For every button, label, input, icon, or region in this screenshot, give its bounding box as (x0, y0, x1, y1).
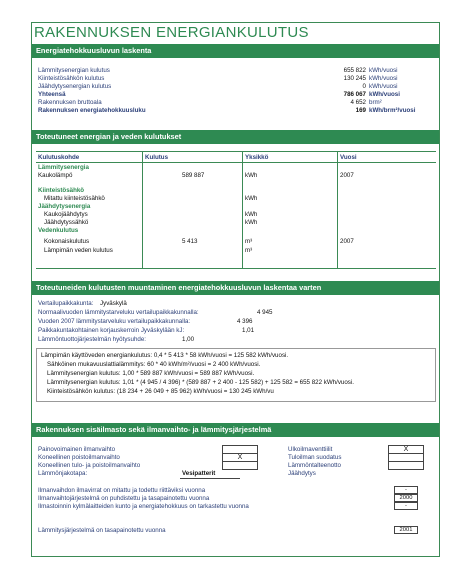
maintenance-question-label: Ilmanvaihdon ilmavirrat on mitattu ja todettu riittäviksi vuonna (38, 487, 206, 494)
consumption-row-unit: kWh (245, 195, 258, 202)
calculation-line: Lämmitysenergian kulutus: 1,01 * (4 945 / 4 396) * (589 887 + 2 400 - 125 582) + 125 582 = 655 822 kWh/vuosi. (47, 379, 354, 386)
page-title: RAKENNUKSEN ENERGIANKULUTUS (34, 24, 309, 41)
consumption-row-unit: m³ (245, 238, 253, 245)
system-option-box: X (388, 445, 424, 454)
system-option-label: Ulkoilmaventtiilit (288, 446, 333, 453)
maintenance-question-year: - (394, 502, 418, 510)
energy-row-label: Lämmitysenergian kulutus (38, 67, 110, 74)
energy-row-unit: kWh/vuosi (369, 83, 398, 90)
consumption-row-unit: kWh (245, 172, 258, 179)
ventilation-option-box: X (222, 453, 258, 462)
conversion-line-value: 1,01 (242, 327, 255, 334)
ventilation-option-label: Koneellinen tulo- ja poistoilmanvaihto (38, 462, 141, 469)
consumption-row-label: Jäähdytysenergia (38, 203, 91, 210)
system-option-label: Jäähdytys (288, 470, 316, 477)
ventilation-option-label: Koneellinen poistoilmanvaihto (38, 454, 120, 461)
conversion-line-value: 4 396 (237, 318, 253, 325)
consumption-row-unit: kWh (245, 219, 258, 226)
consumption-row-label: Kaukojäähdytys (44, 211, 88, 218)
calculation-line: Lämpimän käyttöveden energiankulutus: 0,4 * 5 413 * 58 kWh/vuosi = 125 582 kWh/vuosi. (41, 352, 289, 359)
calculation-line: Sähköinen mukavuuslattialämmitys: 60 * 40 kWh/m²/vuosi = 2 400 kWh/vuosi. (47, 361, 261, 368)
energy-row-unit: kWh/vuosi (369, 75, 398, 82)
energy-row-unit: kWh/vuosi (369, 67, 398, 74)
system-option-label: Tuloilman suodatus (288, 454, 342, 461)
energy-row-label: Rakennuksen bruttoala (38, 99, 102, 106)
ventilation-option-box (222, 461, 258, 470)
section-header-muuntaminen: Toteutuneiden kulutusten muuntaminen energiatehokkuusluvun laskentaa varten (32, 281, 439, 295)
conversion-line-value: 4 945 (257, 309, 273, 316)
maintenance-question-year: - (394, 486, 418, 494)
consumption-row-value: 5 413 (182, 238, 198, 245)
consumption-row-unit: m³ (245, 247, 253, 254)
consumption-row-year: 2007 (340, 238, 354, 245)
energy-row-label: Jäähdytysenergian kulutus (38, 83, 112, 90)
section-header-sisailmasto: Rakennuksen sisäilmasto sekä ilmanvaihto- ja lämmitysjärjestelmä (32, 423, 439, 437)
consumption-row-label: Mitattu kiinteistösähkö (44, 195, 105, 202)
conversion-line-label: Vertailupaikkakunta: (38, 300, 94, 307)
conversion-line-label: Vuoden 2007 lämmitystarveluku vertailupaikkakunnalla: (38, 318, 191, 325)
conversion-line-value: Jyväskylä (100, 300, 127, 307)
energy-certificate-page (31, 22, 440, 557)
conversion-line-label: Paikkakuntakohtainen korjauskerroin Jyväskylään kJ: (38, 327, 185, 334)
calculation-box (36, 348, 436, 402)
energy-row-value: 169 (355, 107, 366, 114)
calculation-line: Kiinteistösähkön kulutus: (18 234 + 26 049 + 85 962) kWh/vuosi = 130 245 kWh/vu (47, 388, 274, 395)
consumption-row-label: Lämpimän veden kulutus (44, 247, 113, 254)
ventilation-option-label: Painovoimainen ilmanvaihto (38, 446, 116, 453)
consumption-row-label: Kaukolämpö (38, 172, 73, 179)
column-header-yksikko: Yksikkö (245, 154, 269, 161)
consumption-row-label: Vedenkulutus (38, 227, 79, 234)
consumption-row-value: 589 887 (182, 172, 205, 179)
energy-row-unit: kWh/brm²/vuosi (369, 107, 416, 114)
maintenance-question-label: Ilmastoinnin kylmälaitteiden kunto ja energiatehokkuus on tarkastettu vuonna (38, 503, 249, 510)
system-option-box (388, 461, 424, 470)
consumption-row-label: Kiinteistösähkö (38, 187, 85, 194)
column-header-kulutuskohde: Kulutuskohde (38, 154, 80, 161)
conversion-line-value: 1,00 (182, 336, 195, 343)
consumption-row-label: Lämmitysenergia (38, 164, 89, 171)
column-header-vuosi: Vuosi (340, 154, 357, 161)
consumption-row-unit: kWh (245, 211, 258, 218)
energy-row-value: 0 (362, 83, 366, 90)
energy-row-value: 130 245 (343, 75, 366, 82)
energy-row-label: Yhteensä (38, 91, 66, 98)
conversion-line-label: Normaalivuoden lämmitystarveluku vertailupaikkakunnalla: (38, 309, 199, 316)
energy-row-unit: brm² (369, 99, 382, 106)
maintenance-question-year: 2001 (394, 526, 418, 534)
system-option-label: Lämmöntalteenotto (288, 462, 341, 469)
energy-row-unit: kWh/vuosi (369, 91, 400, 98)
maintenance-question-label: Ilmanvaihtojärjestelmä on puhdistettu ja tasapainotettu vuonna (38, 495, 210, 502)
lammonjako-label: Lämmönjakotapa: (38, 470, 88, 477)
lammonjako-value: Vesipatterit (182, 470, 216, 477)
section-header-kulutukset: Toteutuneet energian ja veden kulutukset (32, 130, 439, 144)
maintenance-question-year: 2000 (394, 494, 418, 502)
column-header-kulutus: Kulutus (145, 154, 169, 161)
consumption-row-year: 2007 (340, 172, 354, 179)
energy-row-value: 4 652 (350, 99, 366, 106)
consumption-row-label: Kokonaiskulutus (44, 238, 90, 245)
section-header-energiatehokkuus: Energiatehokkuusluvun laskenta (32, 44, 439, 58)
maintenance-question-label: Lämmitysjärjestelmä on tasapainotettu vuonna (38, 527, 166, 534)
conversion-line-label: Lämmöntuottojärjestelmän hyötysuhde: (38, 336, 146, 343)
consumption-row-label: Jäähdytyssähkö (44, 219, 89, 226)
energy-row-label: Rakennuksen energiatehokkuusluku (38, 107, 146, 114)
calculation-line: Lämmitysenergian kulutus: 1,00 * 589 887 kWh/vuosi = 589 887 kWh/vuosi. (47, 370, 255, 377)
energy-row-value: 786 067 (343, 91, 366, 98)
energy-row-label: Kiinteistösähkön kulutus (38, 75, 105, 82)
energy-row-value: 655 822 (343, 67, 366, 74)
